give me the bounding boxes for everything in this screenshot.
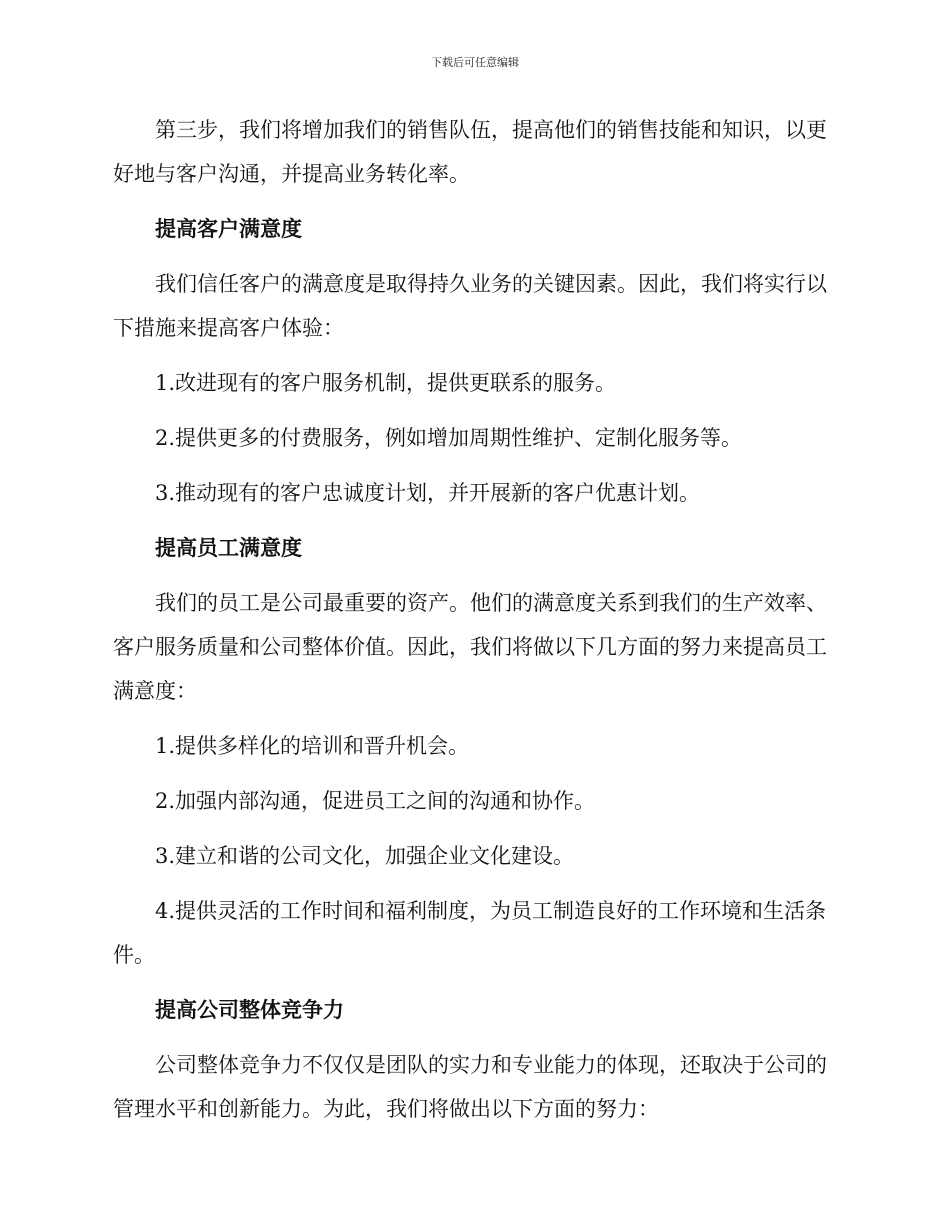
list-item-customer-2: 2.提供更多的付费服务，例如增加周期性维护、定制化服务等。 [155, 426, 743, 450]
list-item-employee-4: 4.提供灵活的工作时间和福利制度，为员工制造良好的工作环境和生活条件。 [113, 899, 827, 967]
paragraph-competitiveness-intro: 公司整体竞争力不仅仅是团队的实力和专业能力的体现，还取决于公司的管理水平和创新能力。为此，我们将做出以下方面的努力： [113, 1053, 827, 1121]
heading-competitiveness: 提高公司整体竞争力 [155, 997, 344, 1022]
list-item-employee-2: 2.加强内部沟通，促进员工之间的沟通和协作。 [155, 789, 596, 813]
list-item-customer-3: 3.推动现有的客户忠诚度计划，并开展新的客户优惠计划。 [155, 481, 701, 505]
paragraph-customer-intro: 我们信任客户的满意度是取得持久业务的关键因素。因此，我们将实行以下措施来提高客户体验： [113, 272, 827, 340]
list-item-employee-1: 1.提供多样化的培训和晋升机会。 [155, 734, 470, 758]
heading-customer-satisfaction: 提高客户满意度 [155, 216, 302, 241]
list-item-customer-1: 1.改进现有的客户服务机制，提供更联系的服务。 [155, 371, 617, 395]
page-header: 下载后可任意编辑 [431, 56, 519, 69]
document-body [113, 108, 833, 1131]
paragraph-employee-intro: 我们的员工是公司最重要的资产。他们的满意度关系到我们的生产效率、客户服务质量和公司整体价值。因此，我们将做以下几方面的努力来提高员工满意度： [113, 591, 827, 703]
heading-employee-satisfaction: 提高员工满意度 [155, 535, 302, 560]
paragraph-step-three: 第三步，我们将增加我们的销售队伍，提高他们的销售技能和知识，以更好地与客户沟通，并提高业务转化率。 [113, 118, 827, 186]
list-item-employee-3: 3.建立和谐的公司文化，加强企业文化建设。 [155, 844, 575, 868]
